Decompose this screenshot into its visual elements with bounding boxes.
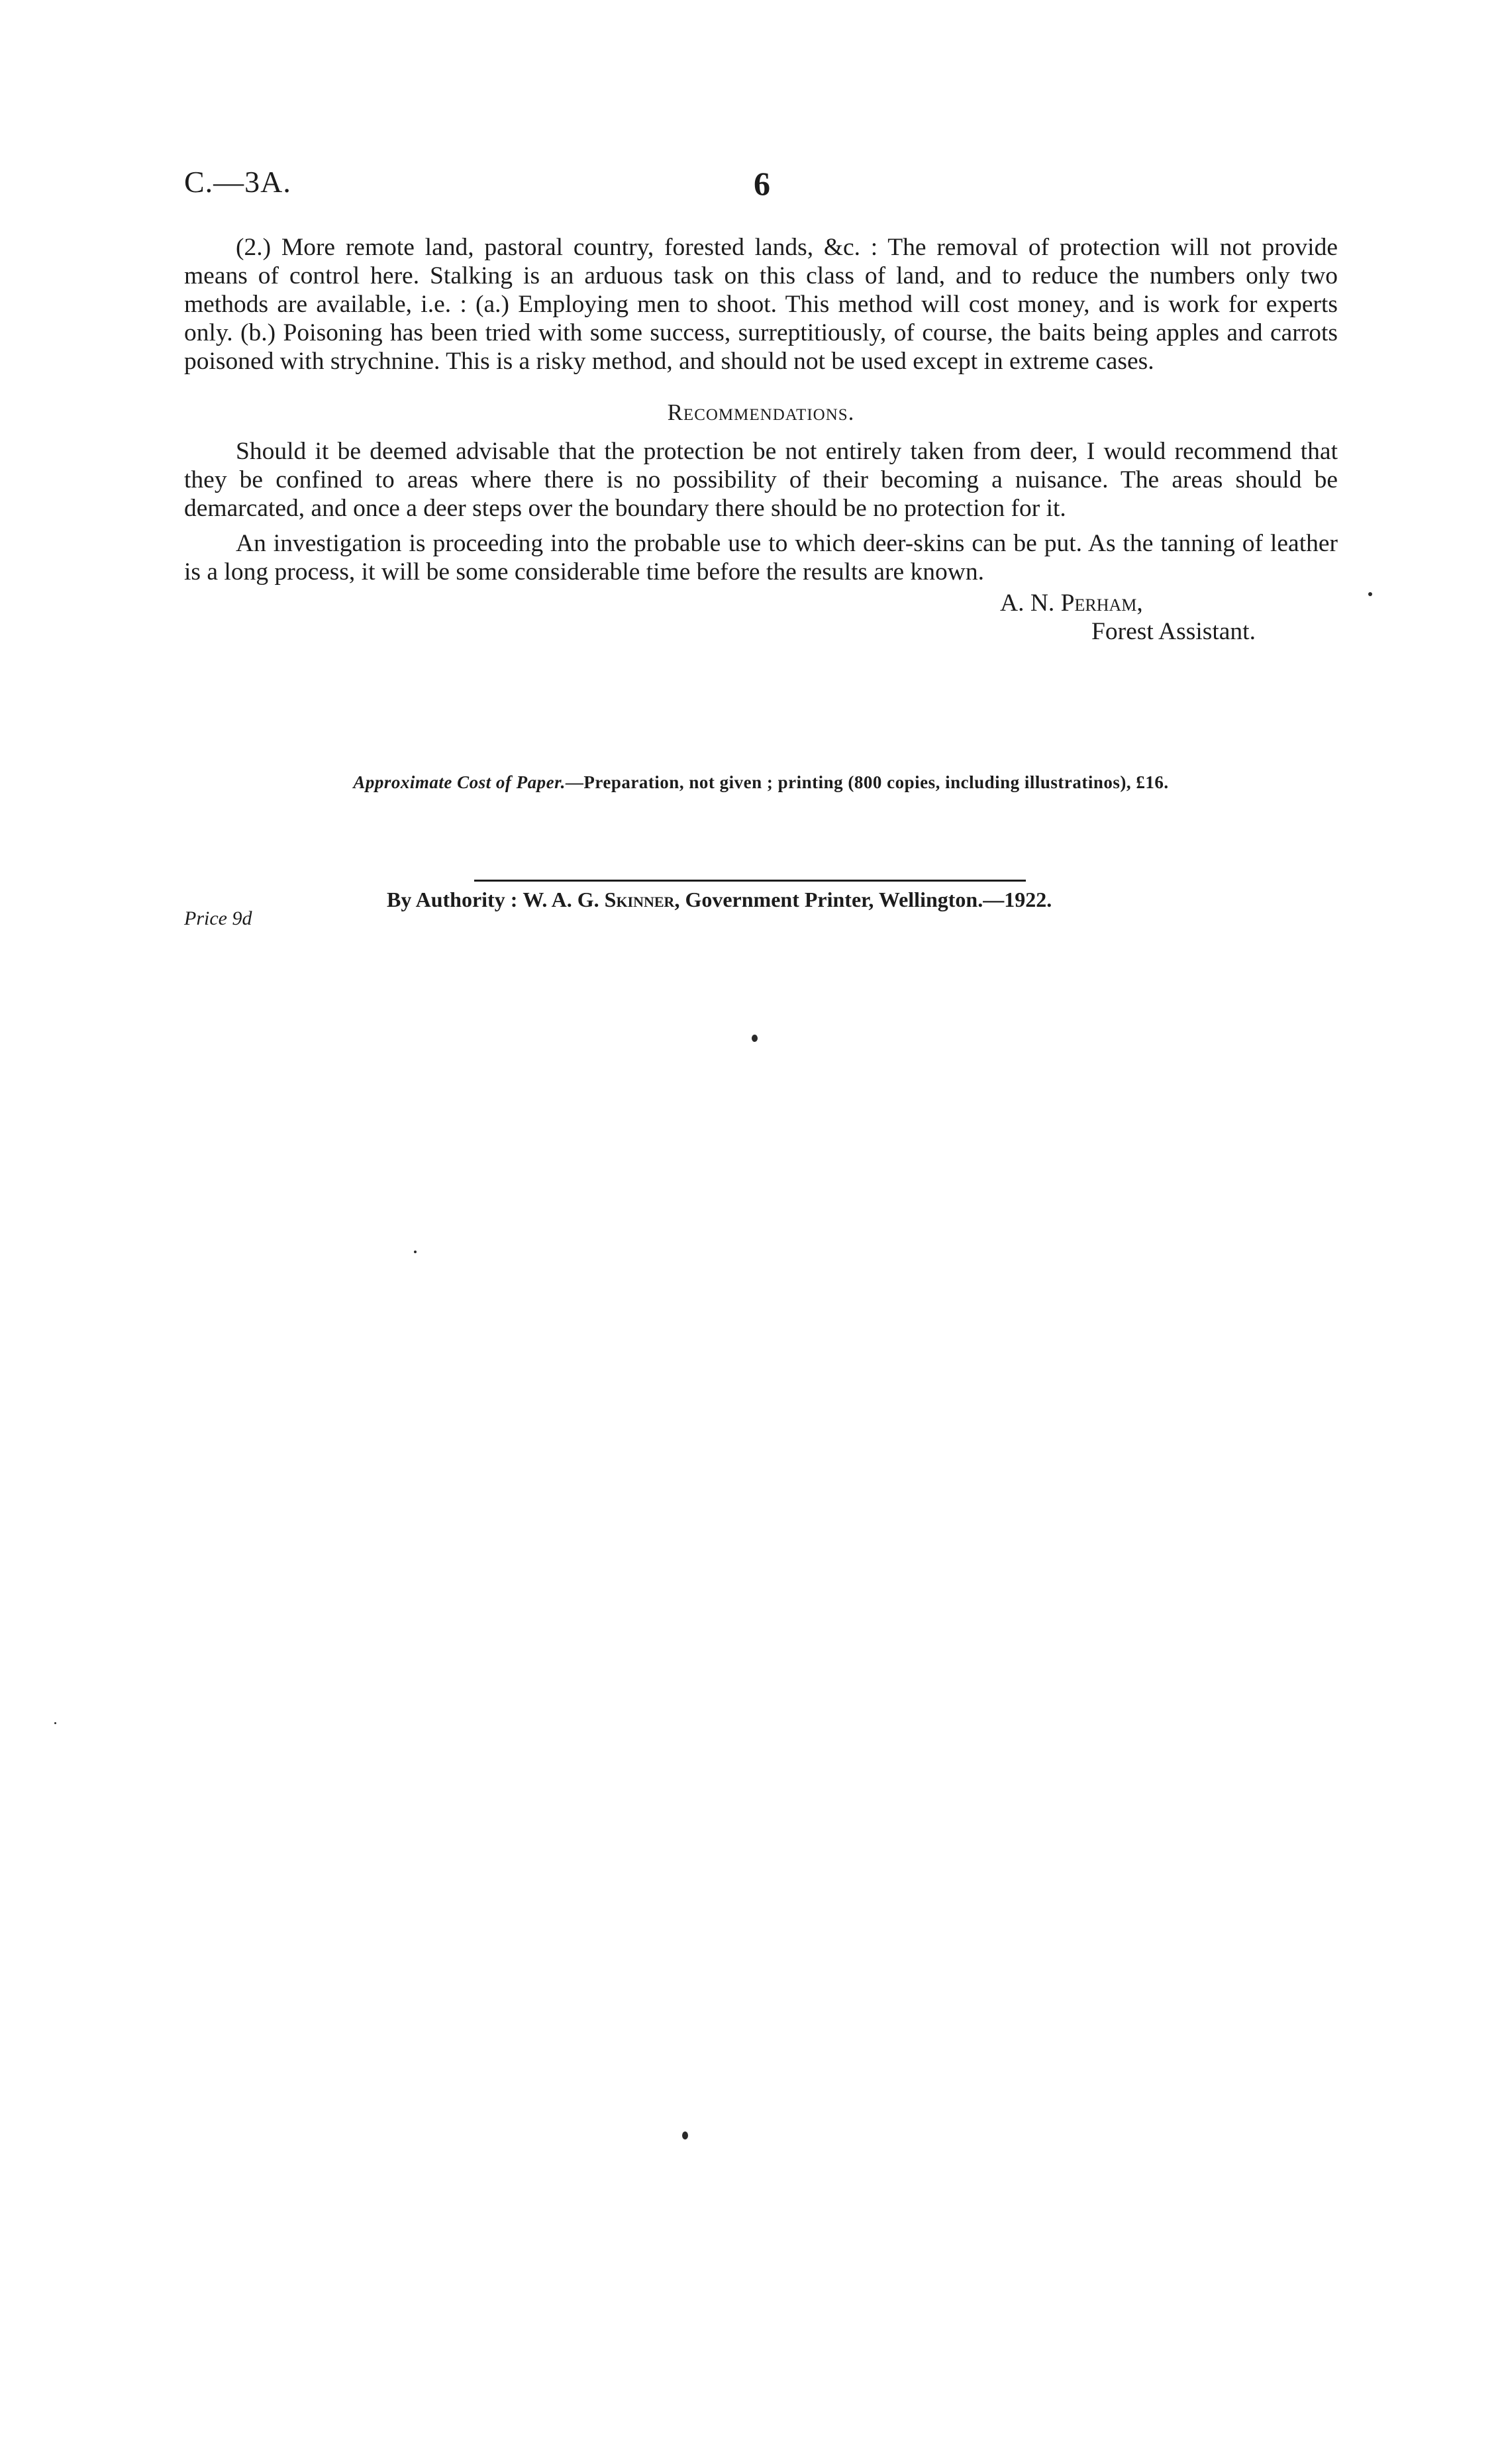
paragraph-remote-land: (2.) More remote land, pastoral country, forested lands, &c. : The removal of protection will not provide means of control here. Stalking is an arduous task on this class of land, and to reduce the numbers only two methods are available, i.e. : (a.) Employing men to shoot. This method will cost money, and is work for experts only. (b.) Poisoning has been tried with some success, surreptitiously, of course, the baits being apples and carrots poisoned with strychnine. This is a risky method, and should not be used except in extreme cases. — [184, 234, 1338, 375]
footer-divider — [474, 880, 1026, 882]
printer-authority-line — [387, 888, 1115, 912]
ink-speck — [682, 2131, 688, 2139]
ink-speck — [1368, 592, 1372, 596]
document-code: C.—3A. — [184, 165, 291, 199]
cost-text: —Preparation, not given ; printing (800 copies, including illustratinos), £16. — [565, 772, 1169, 792]
document-body — [184, 233, 1338, 646]
price-label: Price 9d — [184, 907, 252, 929]
cost-of-paper-note — [184, 772, 1338, 793]
paragraph-recommendation: Should it be deemed advisable that the protection be not entirely taken from deer, I would recommend that they be confined to areas where there is no possibility of their becoming a nuisance. The areas should be demarcated, and once a deer steps over the boundary there should be no protection for it. — [184, 438, 1338, 522]
signature-title: Forest Assistant. — [1091, 618, 1256, 645]
ink-speck — [414, 1251, 417, 1253]
printer-name: W. A. G. Skinner, — [523, 888, 680, 911]
paragraph-investigation: An investigation is proceeding into the probable use to which deer-skins can be put. As the tanning of leather is a long process, it will be some considerable time before the results are known. — [184, 530, 1338, 586]
cost-label: Approximate Cost of Paper. — [353, 772, 566, 792]
signature-name: A. N. Perham, — [1000, 590, 1143, 617]
signature-block — [184, 589, 1338, 646]
section-heading-recommendations: Recommendations. — [667, 399, 855, 425]
authority-suffix: Government Printer, Wellington.—1922. — [685, 888, 1052, 911]
authority-prefix: By Authority : — [387, 888, 518, 911]
ink-speck — [54, 1722, 56, 1724]
ink-speck — [752, 1035, 758, 1042]
page-number: 6 — [754, 165, 770, 202]
